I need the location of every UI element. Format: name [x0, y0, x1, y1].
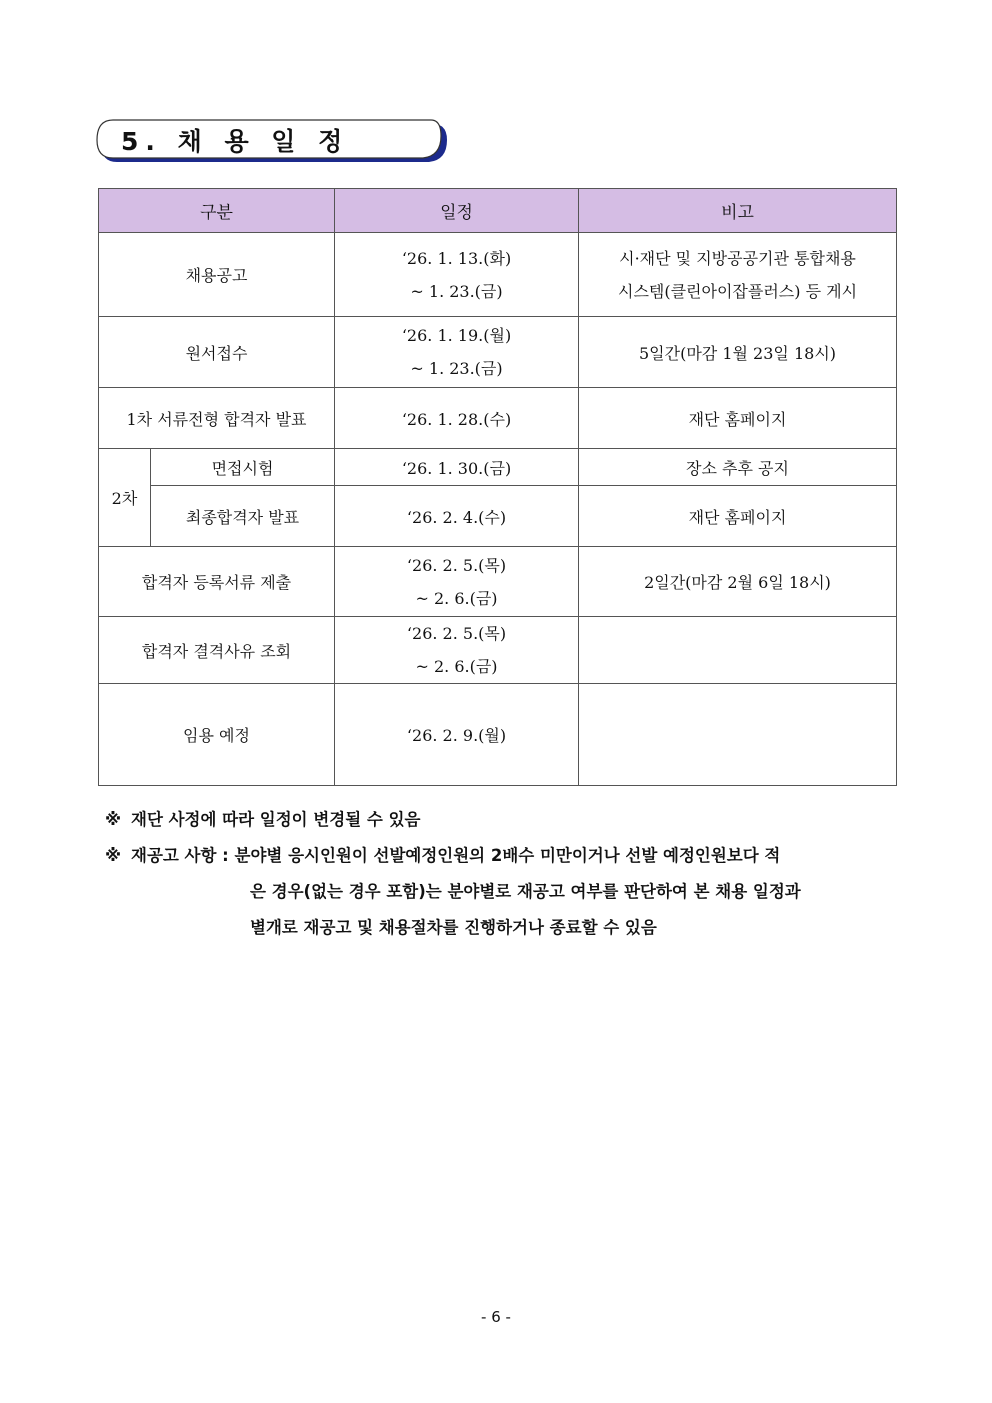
section-title: 5. 채 용 일 정: [121, 127, 350, 156]
row-note: 재단 홈페이지: [579, 388, 897, 449]
date-start: ‘26. 1. 13.(화): [401, 248, 512, 268]
header-category: 구분: [99, 189, 335, 233]
date-end: ~ 1. 23.(금): [410, 359, 503, 378]
note-item: [105, 802, 895, 838]
row-label: 채용공고: [99, 233, 335, 317]
row-group-label: 2차: [99, 449, 151, 547]
row-date: [335, 233, 579, 317]
note-continuation: 별개로 재공고 및 채용절차를 진행하거나 종료할 수 있음: [250, 918, 657, 937]
row-label: 1차 서류전형 합격자 발표: [99, 388, 335, 449]
row-date: [335, 617, 579, 684]
note-line: 시스템(클린아이잡플러스) 등 게시: [617, 281, 858, 301]
row-label: 합격자 결격사유 조회: [99, 617, 335, 684]
row-label: 면접시험: [151, 449, 335, 486]
row-date: ‘26. 1. 28.(수): [335, 388, 579, 449]
table-row: [99, 449, 897, 486]
row-date: ‘26. 1. 30.(금): [335, 449, 579, 486]
date-end: ~ 2. 6.(금): [415, 657, 498, 676]
note-text: 재공고 사항 : 분야별 응시인원이 선발예정인원의 2배수 미만이거나 선발 예정인원보다 적: [131, 846, 781, 865]
date-end: ~ 1. 23.(금): [410, 281, 503, 301]
table-row: [99, 388, 897, 449]
row-label: 원서접수: [99, 317, 335, 388]
row-note: 5일간(마감 1월 23일 18시): [579, 317, 897, 388]
note-continuation: 은 경우(없는 경우 포함)는 분야별로 재공고 여부를 판단하여 본 채용 일정과: [250, 882, 801, 901]
table-row: [99, 233, 897, 317]
row-label: 합격자 등록서류 제출: [99, 547, 335, 617]
row-date: [335, 317, 579, 388]
page-number: - 6 -: [481, 1308, 511, 1326]
row-date: ‘26. 2. 4.(수): [335, 486, 579, 547]
note-item: [105, 838, 895, 874]
row-note: 장소 추후 공지: [579, 449, 897, 486]
row-note: 재단 홈페이지: [579, 486, 897, 547]
note-text: 재단 사정에 따라 일정이 변경될 수 있음: [131, 810, 421, 829]
row-note: [579, 233, 897, 317]
row-date: ‘26. 2. 9.(월): [335, 684, 579, 786]
table-row: [99, 317, 897, 388]
row-label: 최종합격자 발표: [151, 486, 335, 547]
row-note: 2일간(마감 2월 6일 18시): [579, 547, 897, 617]
table-row: [99, 486, 897, 547]
row-date: [335, 547, 579, 617]
date-start: ‘26. 2. 5.(목): [406, 624, 507, 643]
reference-mark-icon: ※: [105, 810, 122, 829]
schedule-table: [98, 188, 897, 786]
row-note: [579, 617, 897, 684]
date-end: ~ 2. 6.(금): [415, 588, 498, 608]
note-line: 시·재단 및 지방공공기관 통합채용: [619, 248, 856, 268]
date-start: ‘26. 1. 19.(월): [401, 326, 512, 345]
header-schedule: 일정: [335, 189, 579, 233]
row-note: [579, 684, 897, 786]
section-header: [95, 118, 451, 166]
table-row: [99, 617, 897, 684]
table-header-row: [99, 189, 897, 233]
date-start: ‘26. 2. 5.(목): [406, 555, 507, 575]
table-row: [99, 547, 897, 617]
row-label: 임용 예정: [99, 684, 335, 786]
table-row: [99, 684, 897, 786]
header-remarks: 비고: [579, 189, 897, 233]
notes: [105, 802, 895, 946]
reference-mark-icon: ※: [105, 846, 122, 865]
